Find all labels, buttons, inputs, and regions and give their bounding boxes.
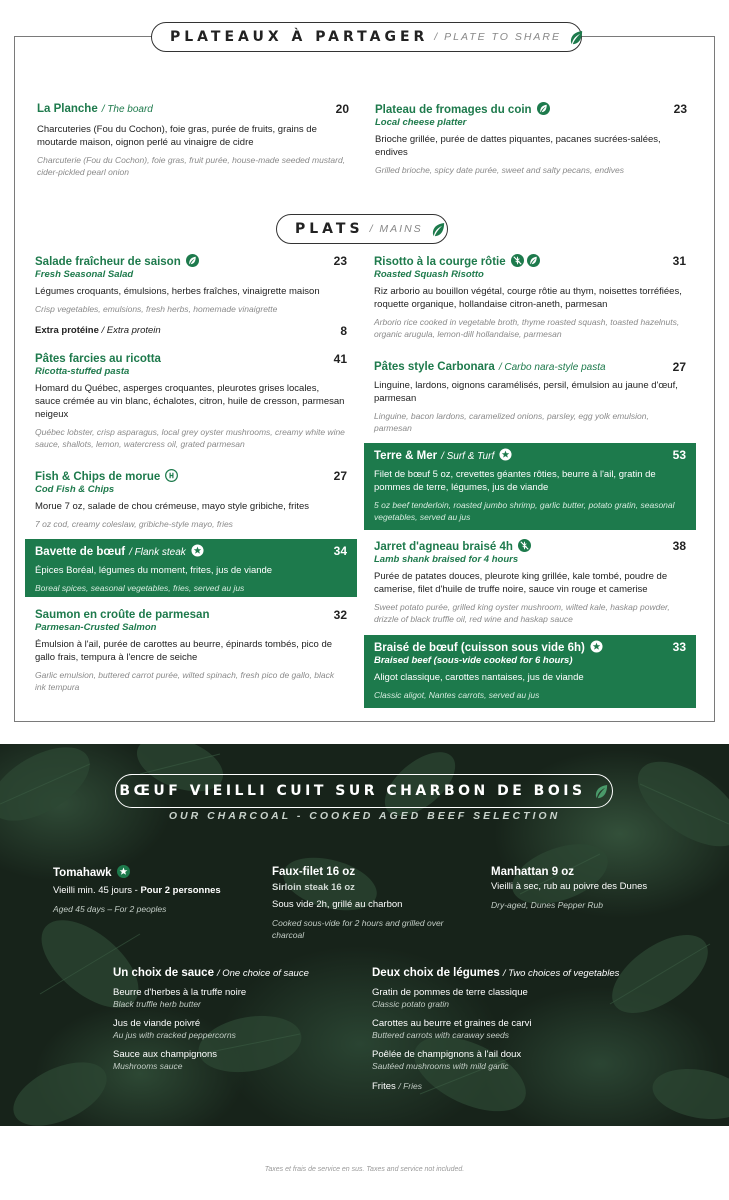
beef-item-faux-filet <box>272 865 472 941</box>
item-translation: Grilled brioche, spicy date purée, sweet and salty pecans, endives <box>375 165 624 175</box>
vegetarian-icon <box>537 102 550 115</box>
item-translation: Linguine, bacon lardons, caramelized onions, parsley, egg yolk emulsion, parmesan <box>374 411 649 433</box>
sauce-option-en: Mushrooms sauce <box>113 1061 183 1071</box>
menu-item-saumon <box>35 608 347 693</box>
menu-item-risotto <box>374 254 686 340</box>
featured-box-terre-mer <box>364 443 696 530</box>
beef-section <box>0 744 729 1126</box>
item-translation: Cooked sous-vide for 2 hours and grilled over charcoal <box>272 918 444 940</box>
leaf-icon <box>569 30 584 45</box>
item-description: Charcuteries (Fou du Cochon), foie gras, purée de fruits, grains de moutarde maison, oignon perlé au vinaigre de cidre <box>37 124 317 148</box>
item-title: Braisé de bœuf (cuisson sous vide 6h) <box>374 642 585 654</box>
gluten-free-icon <box>511 254 524 267</box>
section-pill-beef <box>115 774 613 808</box>
item-translation: Boreal spices, seasonal vegetables, fries, served au jus <box>35 583 245 593</box>
item-description: Légumes croquants, émulsions, herbes fraîches, vinaigrette maison <box>35 286 320 297</box>
section-subtitle-plateaux: / PLATE TO SHARE <box>434 31 562 43</box>
vegetable-option: Carottes au beurre et graines de carvi <box>372 1018 532 1029</box>
item-price: 8 <box>340 324 347 338</box>
item-title: Risotto à la courge rôtie <box>374 256 506 268</box>
item-translation: Arborio rice cooked in vegetable broth, thyme roasted squash, toasted hazelnuts, organic arugula, lemon-dill hollandaise, parmesan <box>374 317 680 339</box>
item-description: Brioche grillée, purée de dattes piquantes, pacanes sucrées-salées, endives <box>375 134 661 158</box>
item-description: Purée de patates douces, pleurote king grillée, kale tombé, poudre de camerise, filet d'huile de truffe noire, sauce vin rouge et camerise <box>374 571 668 595</box>
sauce-title: Un choix de sauce <box>113 967 214 979</box>
item-description-bold: Pour 2 personnes <box>140 885 221 896</box>
item-title: Plateau de fromages du coin <box>375 104 532 116</box>
item-title: Jarret d'agneau braisé 4h <box>374 541 513 553</box>
sauce-option: Beurre d'herbes à la truffe noire <box>113 987 247 998</box>
item-description: Vieilli min. 45 jours - <box>53 885 141 896</box>
item-description: Filet de bœuf 5 oz, crevettes géantes rôties, beurre à l'ail, gratin de pommes de terre, légumes, jus de viande <box>374 469 656 493</box>
vegetable-option: Poêlée de champignons à l'ail doux <box>372 1049 522 1060</box>
vegetable-option: Gratin de pommes de terre classique <box>372 987 528 998</box>
vegetable-option-en: Buttered carrots with caraway seeds <box>372 1030 510 1040</box>
menu-item-carbonara <box>374 360 686 434</box>
section-title-plats: PLATS <box>295 221 364 237</box>
item-subtitle: Braised beef (sous-vide cooked for 6 hours) <box>374 655 573 666</box>
item-price: 23 <box>673 102 687 116</box>
item-price: 33 <box>672 640 686 654</box>
item-translation: 5 oz beef tenderloin, roasted jumbo shrimp, garlic butter, potato gratin, seasonal vegetables, served au jus <box>374 500 675 522</box>
vegetable-option-en: Sautéed mushrooms with mild garlic <box>372 1061 509 1071</box>
vegetable-option-en: Classic potato gratin <box>372 999 450 1009</box>
item-price: 27 <box>333 469 347 483</box>
section-title-beef: BŒUF VIEILLI CUIT SUR CHARBON DE BOIS <box>119 783 586 799</box>
item-subtitle: Parmesan-Crusted Salmon <box>35 622 157 633</box>
menu-item-fish-chips <box>35 469 347 530</box>
vegetable-option: Frites <box>372 1081 396 1092</box>
item-title: Pâtes style Carbonara <box>374 361 495 373</box>
vegetable-option-en: / Fries <box>398 1081 423 1091</box>
item-price: 27 <box>672 360 686 374</box>
leaf-icon <box>594 784 609 799</box>
menu-item-jarret <box>374 539 686 625</box>
vegetarian-icon <box>527 254 540 267</box>
item-price: 23 <box>333 254 347 268</box>
item-subtitle: Local cheese platter <box>375 117 467 128</box>
item-title: Salade fraîcheur de saison <box>35 256 181 268</box>
item-price: 20 <box>335 102 349 116</box>
item-description: Épices Boréal, légumes du moment, frites, jus de viande <box>35 565 273 576</box>
item-translation: Aged 45 days – For 2 peoples <box>53 904 167 914</box>
item-title: Saumon en croûte de parmesan <box>35 609 210 621</box>
star-icon <box>590 640 603 653</box>
item-subtitle: Ricotta-stuffed pasta <box>35 366 130 377</box>
item-title-en: / The board <box>101 104 153 115</box>
item-title-en: / Carbo nara-style pasta <box>498 362 606 373</box>
sauce-option: Jus de viande poivré <box>113 1018 201 1029</box>
item-title: Fish & Chips de morue <box>35 471 161 483</box>
extra-label: Extra protéine <box>35 325 99 336</box>
featured-box-braise <box>364 635 696 708</box>
item-translation: Crisp vegetables, emulsions, fresh herbs, homemade vinaigrette <box>35 304 278 314</box>
sauce-option: Sauce aux champignons <box>113 1049 218 1060</box>
section-subtitle-plats: / MAINS <box>369 223 423 235</box>
sauce-option-en: Au jus with cracked peppercorns <box>113 1030 236 1040</box>
vegetable-title-en: / Two choices of vegetables <box>502 968 620 979</box>
featured-box-bavette <box>25 539 357 597</box>
sauce-choices <box>113 966 363 1080</box>
menu-item-extra-protein <box>35 324 347 338</box>
item-description: Sous vide 2h, grillé au charbon <box>272 899 403 910</box>
item-translation: Québec lobster, crisp asparagus, local grey oyster mushrooms, creamy white wine sauce, shallots, lemon, watercress oil, grated parmesan <box>35 427 345 449</box>
gluten-free-icon <box>518 539 531 552</box>
section-pill-plats <box>276 214 448 244</box>
item-translation: 7 oz cod, creamy coleslaw, gribiche-style mayo, fries <box>35 519 233 529</box>
item-translation: Classic aligot, Nantes carrots, served au jus <box>374 690 540 700</box>
section-subtitle-beef: OUR CHARCOAL - COOKED AGED BEEF SELECTION <box>168 810 561 822</box>
item-title: Tomahawk <box>53 867 112 879</box>
item-title: Faux-filet 16 oz <box>272 866 356 878</box>
item-price: 32 <box>333 608 347 622</box>
menu-item-salade <box>35 254 347 315</box>
star-icon <box>117 865 130 878</box>
vegetable-choices <box>372 966 672 1093</box>
item-title: La Planche <box>37 103 98 115</box>
extra-label-en: / Extra protein <box>101 325 161 336</box>
sauce-option-en: Black truffle herb butter <box>113 999 201 1009</box>
item-price: 31 <box>672 254 686 268</box>
item-description: Aligot classique, carottes nantaises, jus de viande <box>374 672 584 683</box>
star-icon <box>499 448 512 461</box>
halal-icon <box>165 469 178 482</box>
item-translation: Dry-aged, Dunes Pepper Rub <box>491 900 603 910</box>
section-pill-plateaux <box>151 22 582 52</box>
star-icon <box>191 544 204 557</box>
item-subtitle: Roasted Squash Risotto <box>374 269 484 280</box>
beef-item-manhattan <box>491 865 701 911</box>
footer-note: Taxes et frais de service en sus. Taxes and service not included. <box>264 1166 465 1173</box>
item-description: Vieilli à sec, rub au poivre des Dunes <box>491 881 648 892</box>
menu-item-pates-ricotta <box>35 352 347 450</box>
leaf-icon <box>431 222 446 237</box>
item-subtitle: Sirloin steak 16 oz <box>272 882 355 893</box>
item-subtitle: Lamb shank braised for 4 hours <box>374 554 519 565</box>
item-price: 34 <box>333 544 347 558</box>
vegetarian-icon <box>186 254 199 267</box>
item-title-en: / Surf & Turf <box>441 451 495 462</box>
beef-item-tomahawk <box>53 865 253 915</box>
item-price: 38 <box>672 539 686 553</box>
menu-item-la-planche <box>37 102 349 178</box>
item-description: Riz arborio au bouillon végétal, courge rôtie au thym, noisettes torréfiées, roquette organique, hollandaise citron-aneth, parmesan <box>374 286 682 310</box>
item-description: Linguine, lardons, oignons caramélisés, persil, émulsion au jaune d'œuf, parmesan <box>374 380 678 404</box>
item-subtitle: Fresh Seasonal Salad <box>35 269 134 280</box>
item-description: Homard du Québec, asperges croquantes, pleurotes grises locales, sauce crémée au vin blanc, échalotes, citron, huile de cresson, parmesan neigeux <box>35 383 345 420</box>
item-price: 53 <box>672 448 686 462</box>
item-translation: Garlic emulsion, buttered carrot purée, wilted spinach, fresh pico de gallo, black ink tempura <box>35 670 335 692</box>
item-title: Pâtes farcies au ricotta <box>35 353 161 365</box>
item-title-en: / Flank steak <box>129 547 186 558</box>
item-title: Bavette de bœuf <box>35 546 126 558</box>
item-price: 41 <box>333 352 347 366</box>
item-description: Morue 7 oz, salade de chou crémeuse, mayo style gribiche, frites <box>35 501 310 512</box>
menu-item-plateau-fromages <box>375 102 687 176</box>
item-description: Émulsion à l'ail, purée de carottes au beurre, épinards tombés, pico de gallo frais, tempura à l'encre de seiche <box>35 639 333 663</box>
item-title: Manhattan 9 oz <box>491 866 575 878</box>
sauce-title-en: / One choice of sauce <box>216 968 309 979</box>
item-title: Terre & Mer <box>374 450 438 462</box>
section-title-plateaux: PLATEAUX À PARTAGER <box>170 29 429 45</box>
vegetable-title: Deux choix de légumes <box>372 967 500 979</box>
item-translation: Sweet potato purée, grilled king oyster mushroom, wilted kale, haskap powder, drizzle of black truffle oil, red wine and haskap sauce <box>374 602 670 624</box>
item-subtitle: Cod Fish & Chips <box>35 484 115 495</box>
item-translation: Charcuterie (Fou du Cochon), foie gras, fruit purée, house-made seeded mustard, cider-pickled pearl onion <box>37 155 346 177</box>
